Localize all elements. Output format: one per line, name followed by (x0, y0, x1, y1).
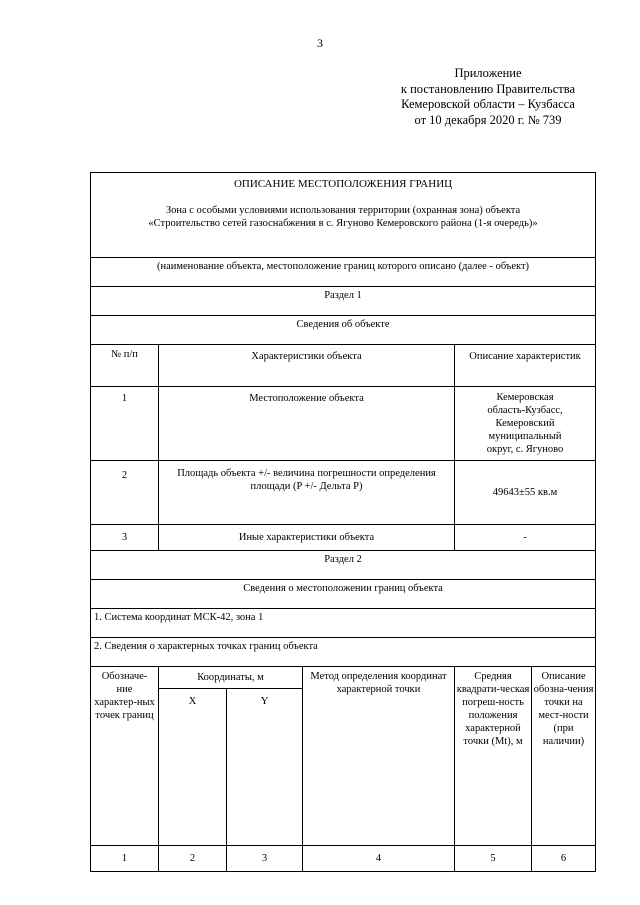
table-cell-desc: Кемеровская область-Кузбасс, Кемеровский муниципальный округ, с. Ягуново (455, 387, 596, 461)
page-number: 3 (317, 36, 323, 50)
col-header-y: Y (227, 689, 303, 846)
object-name-line: Зона с особыми условиями использования территории (охранная зона) объекта (165, 205, 521, 216)
coordinate-system: 1. Система координат МСК-42, зона 1 (91, 609, 596, 638)
annex-line: Кемеровской области – Кузбасса (401, 97, 575, 111)
column-number: 3 (227, 846, 303, 872)
section1-title: Раздел 1 (91, 287, 596, 316)
column-number: 1 (91, 846, 159, 872)
column-number: 2 (159, 846, 227, 872)
table-cell-char: Местоположение объекта (159, 387, 455, 461)
table-cell-num: 1 (91, 387, 159, 461)
col-header-num: № п/п (91, 345, 159, 387)
annex-line: Приложение (454, 66, 522, 80)
annex-block (378, 66, 598, 128)
object-caption: (наименование объекта, местоположение границ которого описано (далее - объект) (91, 258, 596, 287)
column-number: 5 (455, 846, 532, 872)
points-caption: 2. Сведения о характерных точках границ объекта (91, 638, 596, 667)
table-cell-char: Иные характеристики объекта (159, 525, 455, 551)
table-cell-num: 2 (91, 461, 159, 525)
column-number: 4 (303, 846, 455, 872)
section1-subtitle: Сведения об объекте (91, 316, 596, 345)
section2-subtitle: Сведения о местоположении границ объекта (91, 580, 596, 609)
section2-title: Раздел 2 (91, 551, 596, 580)
col-header-method: Метод определения координат характерной точки (303, 667, 455, 846)
annex-line: от 10 декабря 2020 г. № 739 (414, 112, 562, 127)
col-header-x: X (159, 689, 227, 846)
annex-line: к постановлению Правительства (400, 81, 576, 96)
document-title: ОПИСАНИЕ МЕСТОПОЛОЖЕНИЯ ГРАНИЦ (233, 178, 453, 190)
document-header-cell (91, 173, 596, 258)
table-cell-desc: - (455, 525, 596, 551)
col-header-point: Обозначе-ние характер-ных точек границ (91, 667, 159, 846)
col-header-error: Средняя квадрати-ческая погреш-ность положения характерной точки (Mt), м (455, 667, 532, 846)
table-cell-num: 3 (91, 525, 159, 551)
column-number: 6 (532, 846, 596, 872)
table-cell-desc: 49643±55 кв.м (455, 461, 596, 525)
col-header-note: Описание обозна-чения точки на мест-ности (при наличии) (532, 667, 596, 846)
col-header-coordinates: Координаты, м (159, 667, 303, 689)
object-name-line: «Строительство сетей газоснабжения в с. Ягуново Кемеровского района (1-я очередь)» (148, 218, 538, 229)
col-header-characteristics: Характеристики объекта (159, 345, 455, 387)
col-header-description: Описание характеристик (455, 345, 596, 387)
table-cell-char: Площадь объекта +/- величина погрешности определения площади (P +/- Дельта P) (159, 461, 455, 525)
boundary-description-table (90, 172, 596, 872)
